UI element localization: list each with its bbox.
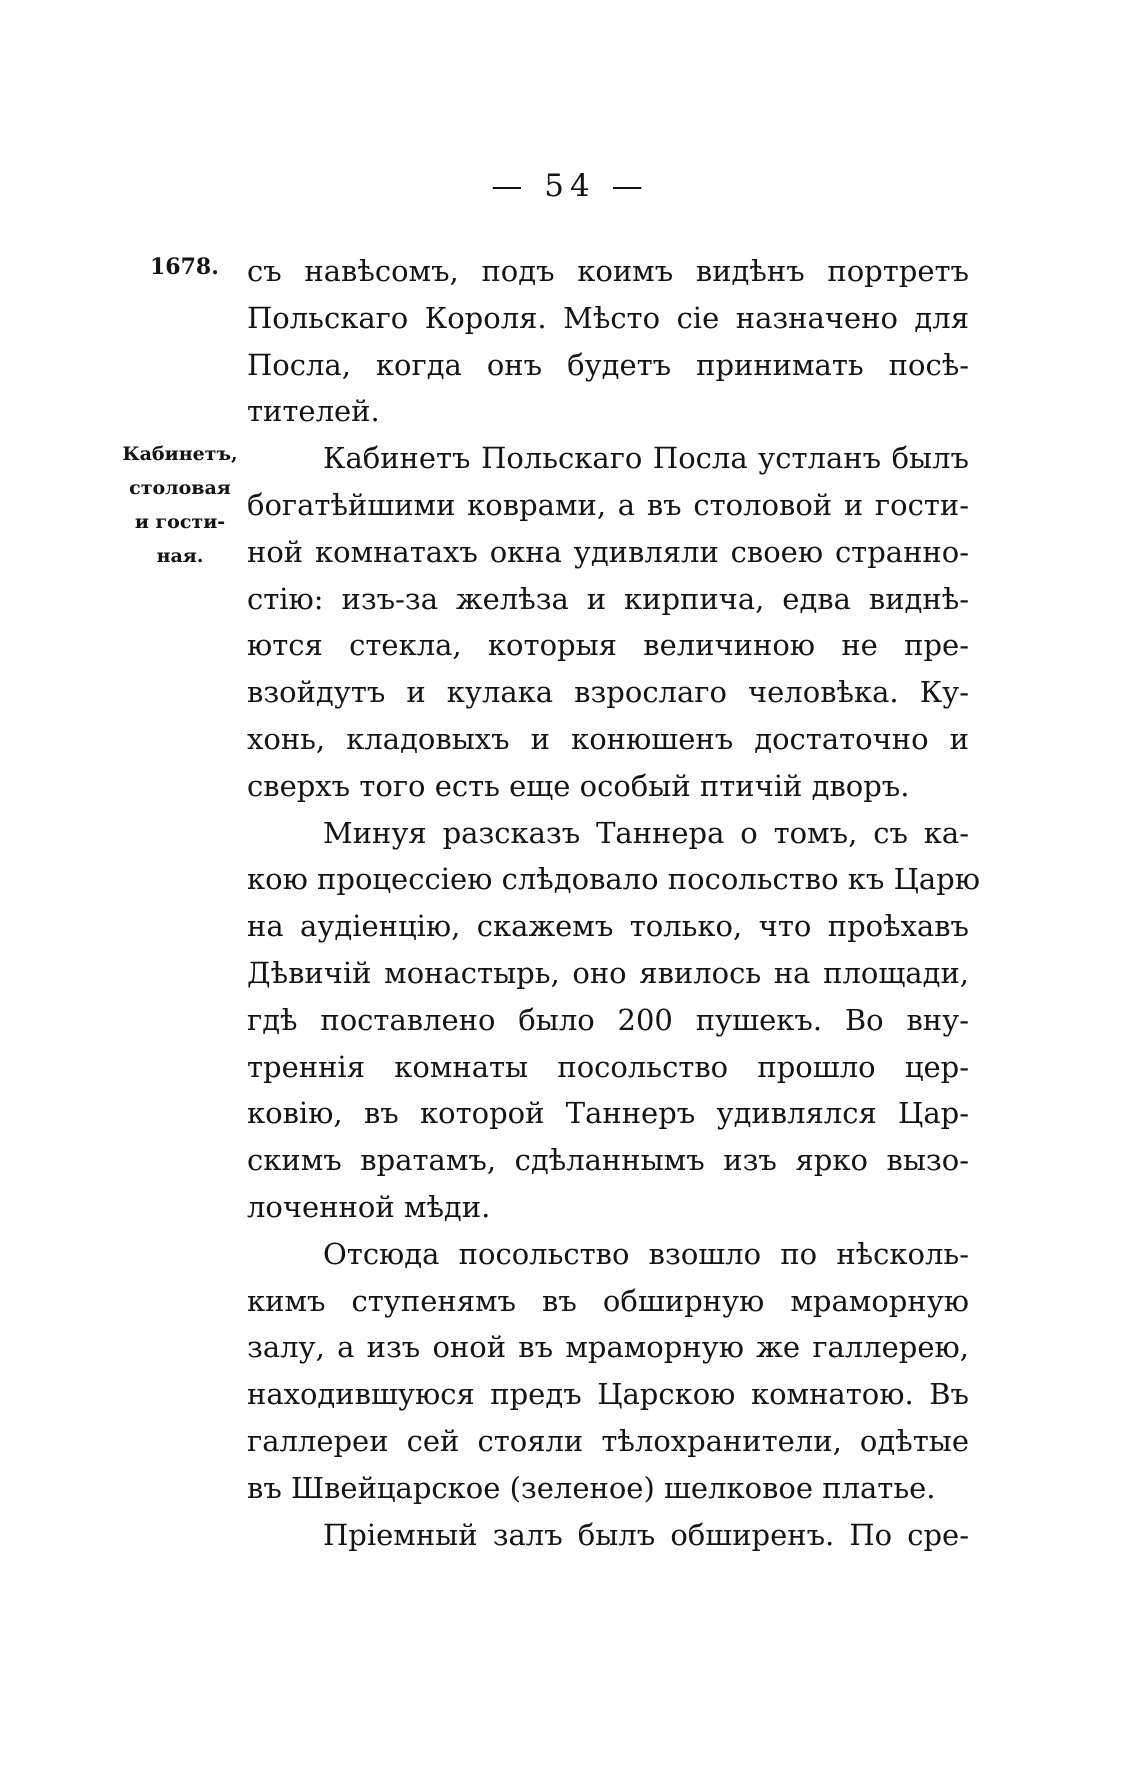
margin-note-line: столовая <box>129 477 231 499</box>
text-line: галлереи сей стояли тѣлохранители, одѣтые <box>247 1423 969 1458</box>
text-line: богатѣйшими коврами, а въ столовой и гости- <box>247 487 969 522</box>
text-line: тителей. <box>247 394 380 429</box>
text-line: Отсюда посольство взошло по нѣсколь- <box>323 1236 969 1271</box>
text-line: хонь, кладовыхъ и конюшенъ достаточно и <box>247 721 969 756</box>
text-line: Пріемный залъ былъ обширенъ. По сре- <box>323 1517 969 1552</box>
margin-note-line: и гости- <box>134 511 226 533</box>
text-line: ются стекла, которыя величиною не пре- <box>247 628 969 663</box>
text-line: ной комнатахъ окна удивляли своею странно- <box>247 534 969 569</box>
text-line: гдѣ поставлено было 200 пушекъ. Во вну- <box>247 1002 969 1037</box>
text-line: Кабинетъ Польскаго Посла устланъ былъ <box>323 441 969 476</box>
text-line: стію: изъ-за желѣза и кирпича, едва виднѣ- <box>247 581 969 616</box>
text-line: ковію, въ которой Таннеръ удивлялся Цар- <box>247 1096 969 1131</box>
text-line: лоченной мѣди. <box>247 1189 491 1224</box>
page-number: — 54 — <box>491 168 649 204</box>
text-line: треннія комнаты посольство прошло цер- <box>247 1049 969 1084</box>
text-line: залу, а изъ оной въ мраморную же галлерею, <box>247 1330 969 1365</box>
text-line: кимъ ступенямъ въ обширную мраморную <box>247 1283 969 1318</box>
text-line: кою процессіею слѣдовало посольство къ Царю <box>247 862 980 897</box>
text-line: Посла, когда онъ будетъ принимать посѣ- <box>247 347 969 382</box>
text-line: Дѣвичій монастырь, оно явилось на площади, <box>247 955 969 990</box>
margin-note <box>120 437 240 573</box>
text-line: Польскаго Короля. Мѣсто сіе назначено для <box>247 300 969 335</box>
text-line: скимъ вратамъ, сдѣланнымъ изъ ярко вызо- <box>247 1143 969 1178</box>
text-line: Минуя разсказъ Таннера о томъ, съ ка- <box>323 815 969 850</box>
margin-year: 1678. <box>150 254 219 280</box>
body-text <box>247 248 980 1558</box>
text-line: съ навѣсомъ, подъ коимъ видѣнъ портретъ <box>247 254 969 288</box>
text-line: на аудіенцію, скажемъ только, что проѣхавъ <box>247 909 969 944</box>
text-line: въ Швейцарское (зеленое) шелковое платье. <box>247 1470 936 1505</box>
text-line: взойдутъ и кулака взрослаго человѣка. Ку- <box>247 675 969 710</box>
text-line: находившуюся предъ Царскою комнатою. Въ <box>247 1377 969 1412</box>
text-line: сверхъ того есть еще особый птичій дворъ. <box>247 768 910 803</box>
margin-note-line: Кабинетъ, <box>122 443 238 465</box>
margin-note-line: ная. <box>156 545 204 567</box>
